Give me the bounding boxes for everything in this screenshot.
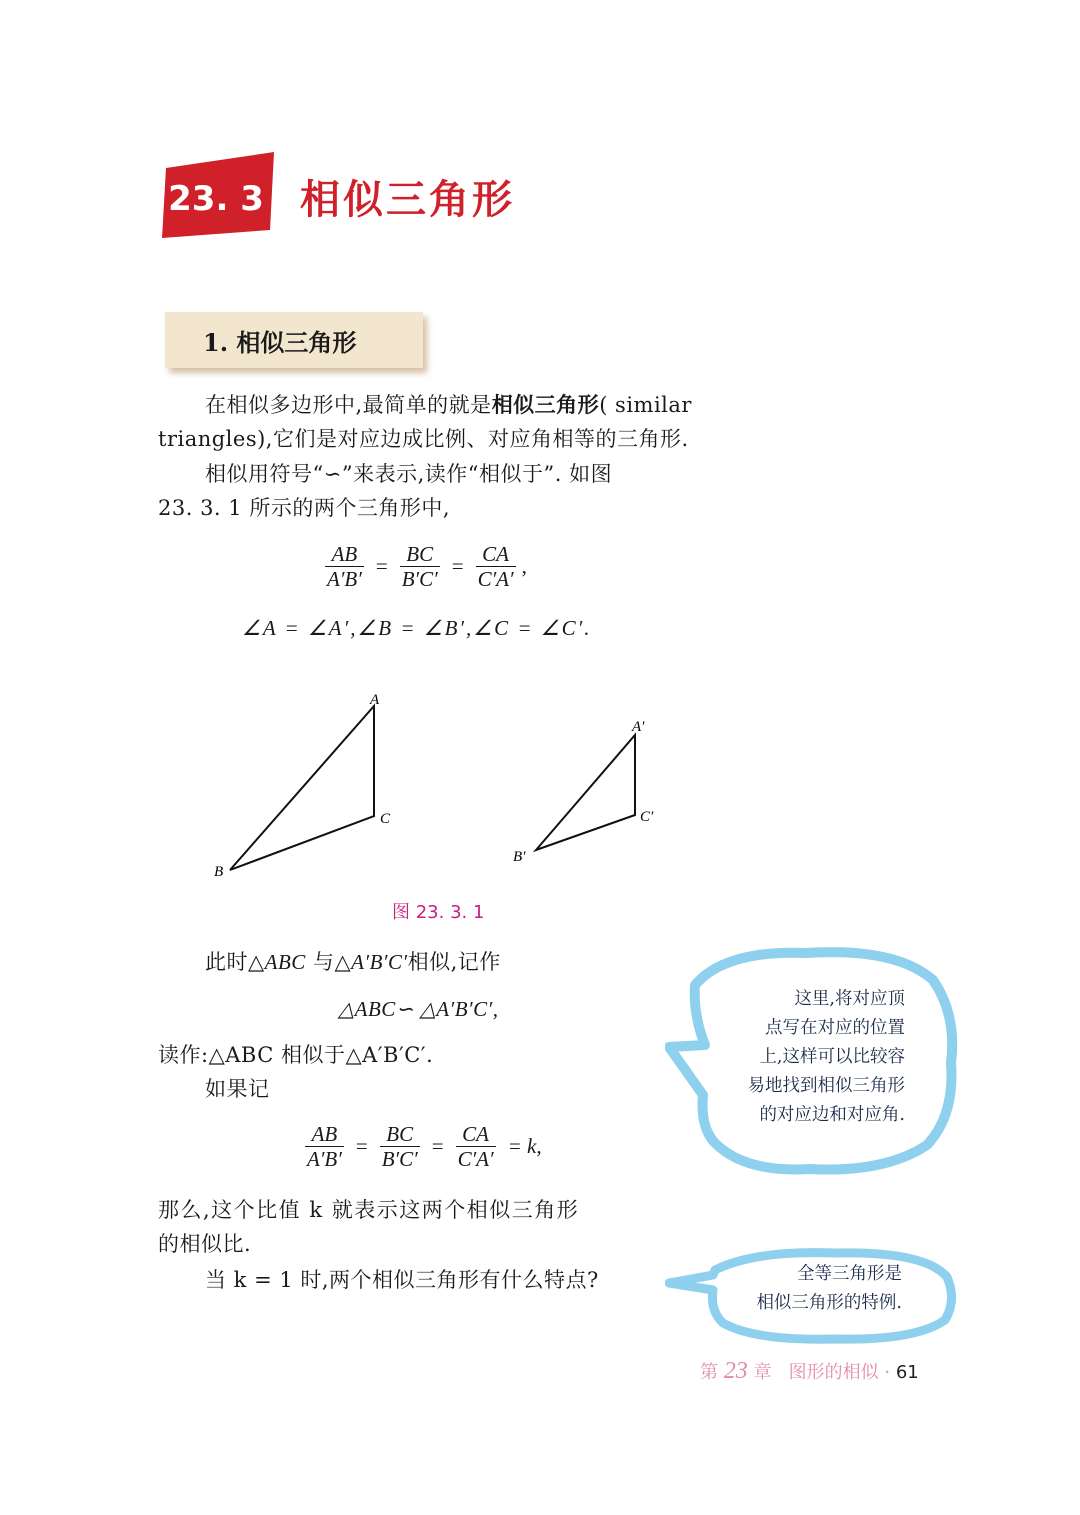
bubble-2-text: 全等三角形是 相似三角形的特例. bbox=[756, 1264, 902, 1313]
figure-caption: 图 23. 3. 1 bbox=[392, 902, 485, 923]
subsection-title: 1. 相似三角形 bbox=[203, 328, 357, 357]
fraction-ca: $\frac{CA}{C'A'}$ bbox=[457, 1122, 494, 1171]
ratio-formula-2: $\frac{AB}{A'B'}$ = $\frac{BC}{B'C'}$ = $\frac{CA}{C'A'}$ = k, bbox=[307, 1122, 542, 1171]
para3-line1: 此时△ABC 与△A′B′C′相似,记作 bbox=[205, 950, 501, 974]
page-number: 61 bbox=[895, 1362, 919, 1383]
label-a: A bbox=[370, 692, 380, 708]
para4-line2: 的相似比. bbox=[158, 1232, 252, 1256]
para2-line2: 23. 3. 1 所示的两个三角形中, bbox=[158, 496, 450, 520]
para1-line1 bbox=[205, 388, 692, 422]
triangle-abc bbox=[230, 706, 374, 870]
para4-question: 当 k = 1 时,两个相似三角形有什么特点? bbox=[205, 1268, 599, 1292]
ratio-formula-1: $\frac{AB}{A'B'}$ = $\frac{BC}{B'C'}$ = $\frac{CA}{C'A'}$ , bbox=[327, 542, 527, 591]
label-c-prime: C′ bbox=[640, 809, 654, 825]
section-number: 23. 3 bbox=[168, 179, 264, 219]
page-footer: 第 23 章 图形的相似 · 61 bbox=[700, 1358, 919, 1384]
term-similar-triangles: 相似三角形 bbox=[491, 392, 600, 417]
para4-line1: 那么,这个比值 k 就表示这两个相似三角形 bbox=[158, 1198, 580, 1222]
bubble-1-text: 这里,将对应顶 点写在对应的位置 上,这样可以比较容 易地找到相似三角形 的对应边和对应角. bbox=[747, 989, 905, 1125]
similarity-notation: △ABC∽ △A′B′C′, bbox=[338, 997, 499, 1021]
fraction-bc: $\frac{BC}{B'C'}$ bbox=[401, 542, 438, 591]
fraction-ab: $\frac{AB}{A'B'}$ bbox=[327, 542, 362, 591]
section-number-badge bbox=[160, 150, 276, 238]
figure-similar-triangles bbox=[200, 680, 680, 890]
para3-read: 读作:△ABC 相似于△A′B′C′. bbox=[158, 1043, 434, 1067]
label-b: B bbox=[214, 864, 224, 880]
label-c: C bbox=[380, 811, 391, 827]
para1-english: ( similar bbox=[599, 393, 692, 417]
fraction-bc: $\frac{BC}{B'C'}$ bbox=[381, 1122, 418, 1171]
para3-ifwrite: 如果记 bbox=[205, 1077, 270, 1101]
para1-line2: triangles),它们是对应边成比例、对应角相等的三角形. bbox=[158, 427, 689, 451]
triangle-abc-prime bbox=[536, 735, 635, 850]
label-a-prime: A′ bbox=[632, 719, 645, 735]
label-b-prime: B′ bbox=[513, 849, 526, 865]
angle-equalities: ∠A = ∠A′,∠B = ∠B′,∠C = ∠C′. bbox=[242, 616, 592, 640]
para2-line1: 相似用符号“∽”来表示,读作“相似于”. 如图 bbox=[205, 462, 613, 486]
subsection-heading bbox=[165, 312, 423, 368]
fraction-ab: $\frac{AB}{A'B'}$ bbox=[307, 1122, 342, 1171]
section-title: 相似三角形 bbox=[300, 177, 515, 223]
para1-text: 在相似多边形中,最简单的就是 bbox=[205, 393, 492, 417]
fraction-ca: $\frac{CA}{C'A'}$ bbox=[477, 542, 514, 591]
